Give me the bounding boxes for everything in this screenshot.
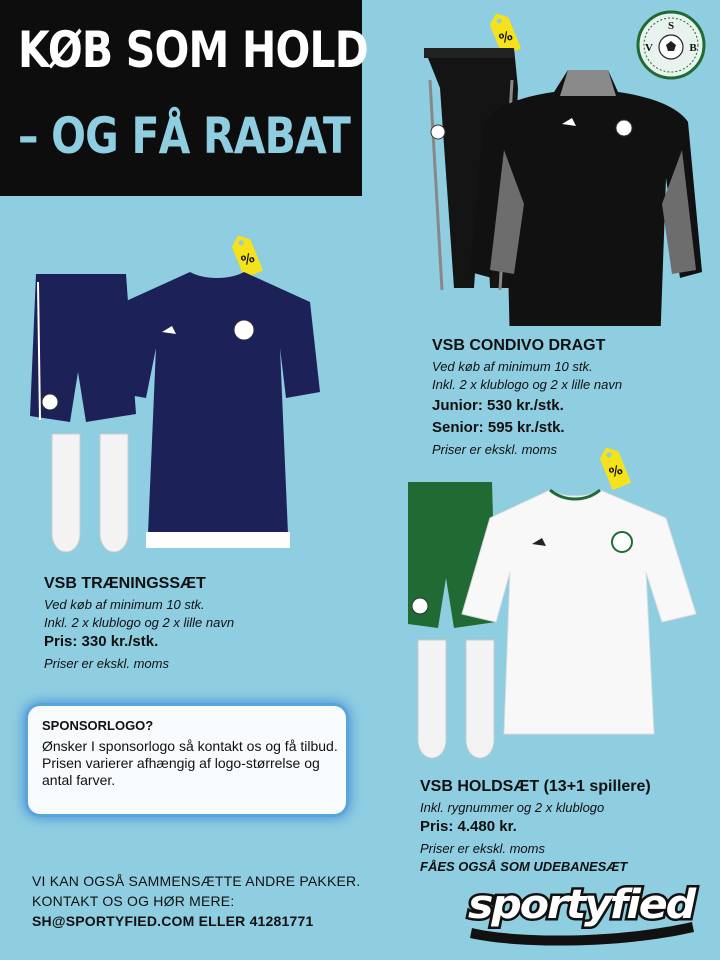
team-kit-away-note: FÅES OGSÅ SOM UDEBANESÆT	[420, 859, 628, 874]
training-minimum-text: Ved køb af minimum 10 stk.	[44, 597, 205, 612]
svg-text:%: %	[239, 250, 257, 270]
senior-label: Senior:	[432, 419, 484, 436]
sponsor-title: SPONSORLOGO?	[42, 718, 154, 733]
svg-text:%: %	[497, 28, 515, 48]
training-vat-note: Priser er ekskl. moms	[44, 656, 169, 671]
sponsor-text: Ønsker I sponsorlogo så kontakt os og få tilbud. Prisen varierer afhængig af logo-størrelse og antal farver.	[42, 738, 338, 788]
club-logo-letter-b: B	[689, 42, 697, 54]
headline-line-1: KØB SOM HOLD	[18, 21, 368, 79]
svg-text:%: %	[607, 462, 625, 482]
condivo-junior-price	[432, 396, 564, 416]
team-kit-title: VSB HOLDSÆT (13+1 spillere)	[420, 778, 651, 795]
footer-contact-text: KONTAKT OS OG HØR MERE:	[32, 893, 235, 909]
senior-price-value: 595 kr./stk.	[487, 419, 565, 436]
training-price	[44, 632, 158, 652]
junior-label: Junior:	[432, 397, 483, 414]
junior-price-value: 530 kr./stk.	[487, 397, 564, 414]
team-kit-includes-text: Inkl. rygnummer og 2 x klublogo	[420, 800, 605, 815]
team-kit-price-label: Pris:	[420, 818, 454, 835]
club-logo-letter-v: V	[645, 42, 653, 54]
condivo-vat-note: Priser er ekskl. moms	[432, 442, 557, 457]
footer-packages-text: VI KAN OGSÅ SAMMENSÆTTE ANDRE PAKKER.	[32, 873, 361, 889]
training-includes-text: Inkl. 2 x klublogo og 2 x lille navn	[44, 615, 235, 630]
condivo-title: VSB CONDIVO DRAGT	[432, 337, 606, 354]
sportyfied-logo	[462, 874, 702, 946]
headline-line-2: – OG FÅ RABAT	[18, 107, 350, 165]
training-title: VSB TRÆNINGSSÆT	[44, 575, 206, 592]
condivo-includes-text: Inkl. 2 x klublogo og 2 x lille navn	[432, 377, 623, 392]
team-kit-image	[402, 480, 702, 770]
condivo-senior-price	[432, 418, 565, 438]
condivo-minimum-text: Ved køb af minimum 10 stk.	[432, 359, 593, 374]
training-price-label: Pris:	[44, 633, 78, 650]
training-price-value: 330 kr./stk.	[81, 633, 159, 650]
footer-contact-details: SH@SPORTYFIED.COM ELLER 41281771	[32, 913, 314, 929]
sponsor-info-box	[28, 706, 346, 814]
sportyfied-wordmark: sportyfied	[468, 882, 697, 928]
club-logo-letter-s: S	[667, 20, 675, 32]
training-set-image	[30, 266, 330, 566]
team-kit-vat-note: Priser er ekskl. moms	[420, 841, 545, 856]
team-kit-price-value: 4.480 kr.	[457, 818, 517, 835]
condivo-tracksuit-image	[418, 40, 704, 326]
team-kit-price	[420, 817, 517, 837]
